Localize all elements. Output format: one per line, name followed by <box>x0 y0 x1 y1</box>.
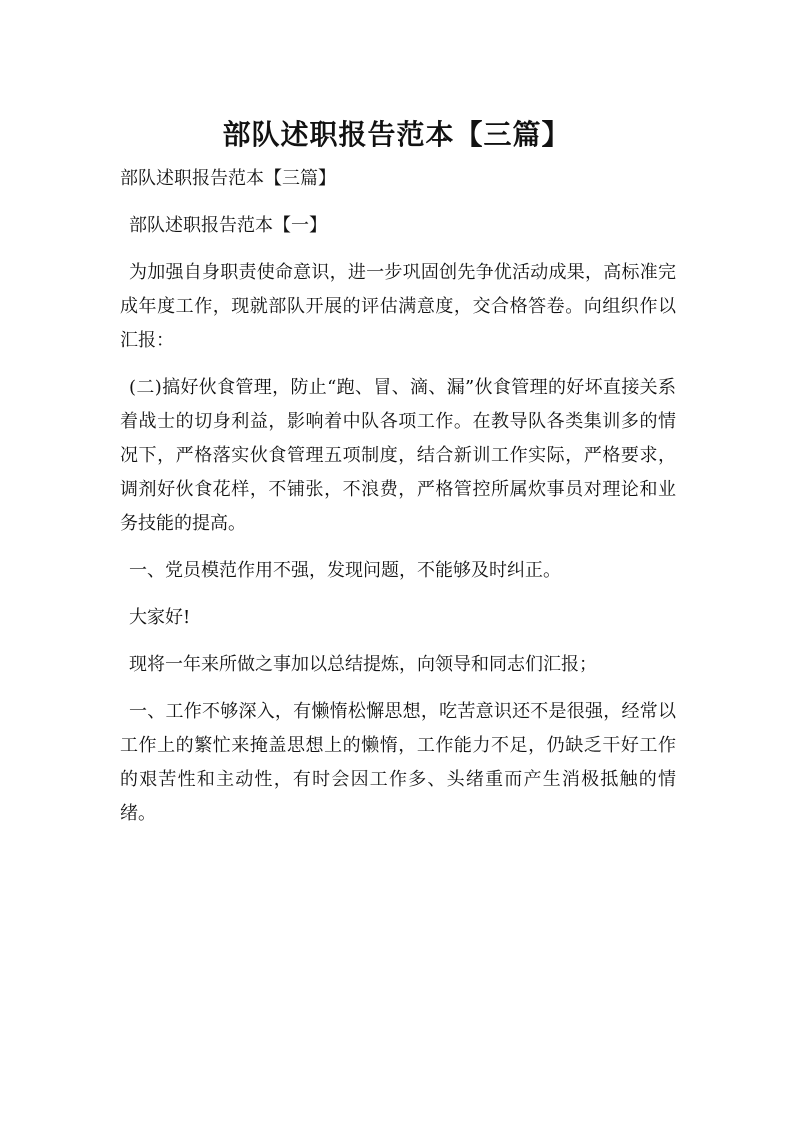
paragraph-report-intro: 现将一年来所做之事加以总结提炼，向领导和同志们汇报； <box>129 654 597 675</box>
document-body <box>120 162 676 844</box>
paragraph-greeting: 大家好! <box>129 607 191 628</box>
paragraph-party-member-issue: 一、党员模范作用不强，发现问题，不能够及时纠正。 <box>129 560 561 581</box>
paragraph-heading-collection: 部队述职报告范本【三篇】 <box>120 168 336 189</box>
document-title: 部队述职报告范本【三篇】 <box>222 117 571 151</box>
paragraph-work-shortcomings: 一、工作不够深入，有懒惰松懈思想，吃苦意识还不是很强，经常以工作上的繁忙来掩盖思想上的懒惰，工作能力不足，仍缺乏干好工作的艰苦性和主动性，有时会因工作多、头绪重而产生消极抵触的情绪。 <box>120 701 676 824</box>
paragraph-introduction: 为加强自身职责使命意识，进一步巩固创先争优活动成果，高标准完成年度工作，现就部队开展的评估满意度，交合格答卷。向组织作以汇报： <box>120 262 676 351</box>
paragraph-food-management: (二)搞好伙食管理，防止“跑、冒、滴、漏”伙食管理的好坏直接关系着战士的切身利益，影响着中队各项工作。在教导队各类集训多的情况下，严格落实伙食管理五项制度，结合新训工作实际，严格要求，调剂好伙食花样，不铺张，不浪费，严格管控所属炊事员对理论和业务技能的提高。 <box>120 377 676 534</box>
paragraph-heading-part-one: 部队述职报告范本【一】 <box>129 215 327 236</box>
